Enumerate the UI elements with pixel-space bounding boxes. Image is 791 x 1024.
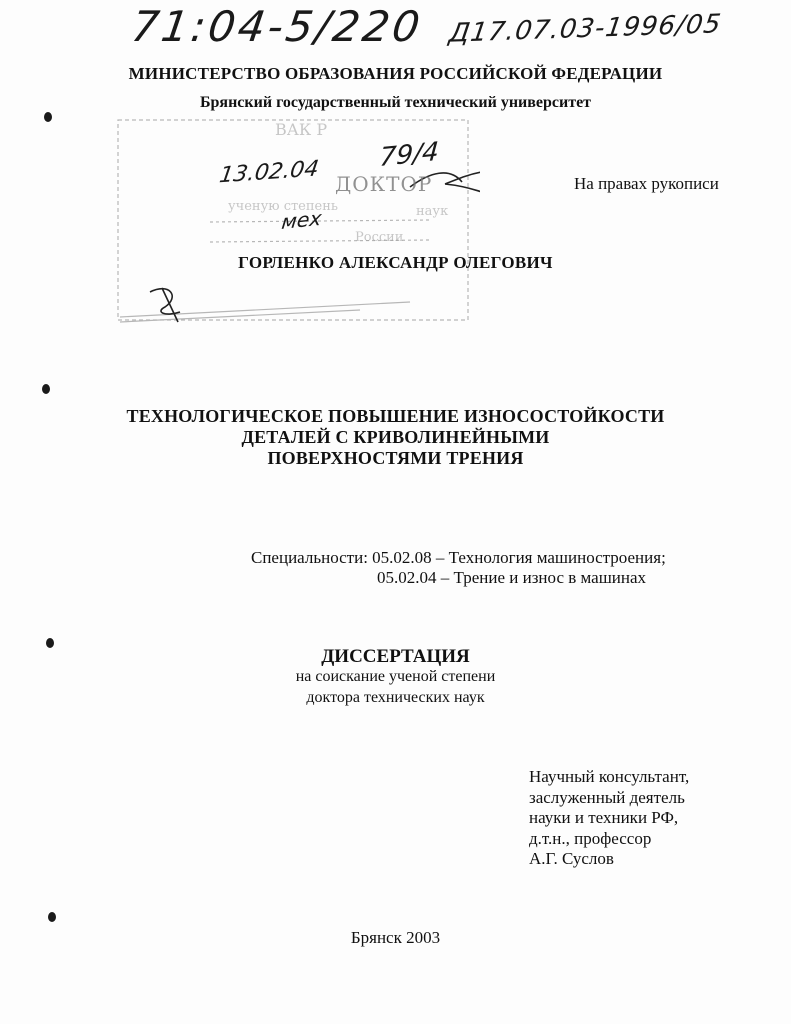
thesis-title-line: ДЕТАЛЕЙ С КРИВОЛИНЕЙНЫМИ <box>241 427 550 447</box>
specialty-line-2: 05.02.04 – Трение и износ в машинах <box>377 568 647 587</box>
handwritten-stamp-date: 13.02.04 <box>217 156 321 189</box>
manuscript-rights-note: На правах рукописи <box>574 174 719 193</box>
thesis-title-line: ПОВЕРХНОСТЯМИ ТРЕНИЯ <box>267 448 524 468</box>
stamp-text-vak: ВАК Р <box>275 120 328 139</box>
handwritten-archive-date: Д17.07.03-1996/05 <box>447 9 724 49</box>
dissertation-degree-line: доктора технических наук <box>306 689 485 706</box>
binding-hole-mark <box>48 912 56 922</box>
author-name: ГОРЛЕНКО АЛЕКСАНДР ОЛЕГОВИЧ <box>238 253 553 272</box>
dissertation-heading: ДИССЕРТАЦИЯ <box>321 646 470 667</box>
handwritten-archive-code: 71:04-5/220 <box>128 2 426 51</box>
binding-hole-mark <box>46 638 54 648</box>
handwritten-stamp-word: мех <box>280 206 323 234</box>
thesis-title-line: ТЕХНОЛОГИЧЕСКОЕ ПОВЫШЕНИЕ ИЗНОСОСТОЙКОСТИ <box>126 406 665 426</box>
binding-hole-mark <box>44 112 52 122</box>
consultant-line: науки и техники РФ, <box>529 808 679 827</box>
city-year: Брянск 2003 <box>350 928 441 947</box>
stamp-text-nauk: наук <box>416 204 449 219</box>
handwritten-stamp-number: 79/4 <box>378 137 440 173</box>
consultant-line: д.т.н., профессор <box>529 829 652 848</box>
ministry-heading: МИНИСТЕРСТВО ОБРАЗОВАНИЯ РОССИЙСКОЙ ФЕДЕРАЦИИ <box>128 64 663 83</box>
binding-hole-mark <box>42 384 50 394</box>
consultant-line: Научный консультант, <box>529 767 690 786</box>
consultant-line: заслуженный деятель <box>529 788 685 807</box>
specialty-line-1: Специальности: 05.02.08 – Технология машиностроения; <box>251 548 666 567</box>
consultant-name: А.Г. Суслов <box>529 849 614 868</box>
handwritten-mark <box>162 288 178 322</box>
university-name: Брянский государственный технический университет <box>199 94 592 111</box>
stamp-text-doktor: ДОКТОР <box>335 172 433 196</box>
stamp-text-degree: ученую степень <box>228 199 338 214</box>
stamp-text-russia: России <box>355 230 404 245</box>
dissertation-purpose-line: на соискание ученой степени <box>295 668 496 685</box>
